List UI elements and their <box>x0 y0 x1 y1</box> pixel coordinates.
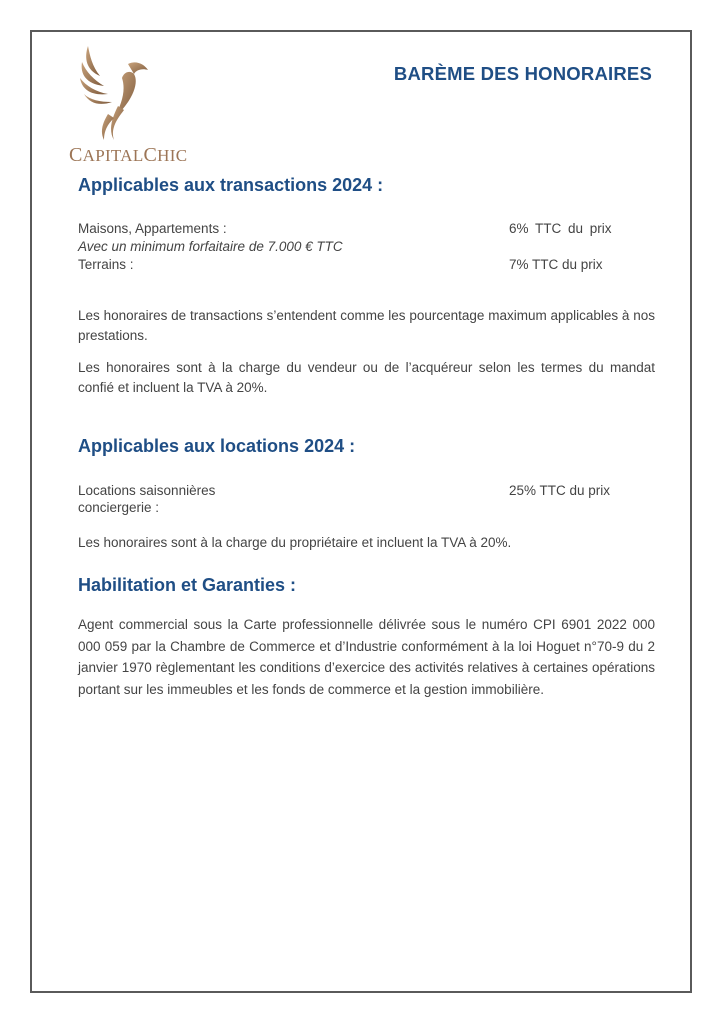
row-value-locations: 25% TTC du prix <box>509 483 611 498</box>
row-label-maisons: Maisons, Appartements : <box>78 221 227 236</box>
paragraph-transactions-2: Les honoraires sont à la charge du vendeur ou de l’acquéreur selon les termes du mandat confié et incluent la TVA à 20%. <box>78 360 655 395</box>
row-value-maisons: 6% TTC du prix <box>509 221 612 236</box>
row-label-locations: Locations saisonnières <box>78 483 216 498</box>
company-logo <box>66 44 188 166</box>
heading-habilitation: Habilitation et Garanties : <box>78 575 297 595</box>
eagle-icon <box>78 44 158 144</box>
row-label-terrains: Terrains : <box>78 257 134 272</box>
paragraph-locations-1: Les honoraires sont à la charge du propriétaire et incluent la TVA à 20%. <box>78 535 512 550</box>
paragraph-habilitation: Agent commercial sous la Carte professionnelle délivrée sous le numéro CPI 6901 2022 000 000 059 par la Chambre de Commerce et d’Industrie conformément à la loi Hoguet n°70-9 du 2 janvier 1970 règlementant les conditions d’exercice des activités relatives à certaines opérations portant sur les immeubles et les fonds de commerce et la gestion immobilière. <box>78 617 655 697</box>
document-title: BARÈME DES HONORAIRES <box>393 63 652 84</box>
paragraph-transactions-1: Les honoraires de transactions s’entendent comme les pourcentage maximum applicables à nos prestations. <box>78 308 655 343</box>
row-label-conciergerie: conciergerie : <box>78 500 160 515</box>
row-label-minimum: Avec un minimum forfaitaire de 7.000 € TTC <box>78 239 343 254</box>
heading-transactions: Applicables aux transactions 2024 : <box>78 175 384 195</box>
heading-locations: Applicables aux locations 2024 : <box>78 436 356 456</box>
logo-wordmark: CAPITALCHIC <box>69 144 188 166</box>
row-value-terrains: 7% TTC du prix <box>509 257 603 272</box>
